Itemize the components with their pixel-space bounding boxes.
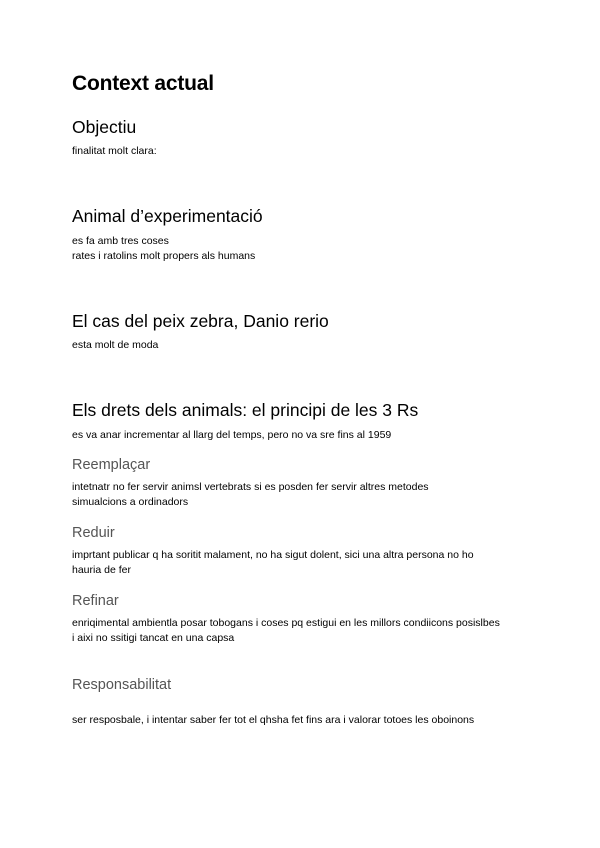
section-text-animal-experimentacio: es fa amb tres coses rates i ratolins molt propers als humans bbox=[72, 235, 256, 262]
subsection-text-reduir: imprtant publicar q ha soritit malament, no ha sigut dolent, sici una altra persona no ho hauria de fer bbox=[72, 549, 474, 576]
section-heading-drets-animals: Els drets dels animals: el principi de les 3 Rs bbox=[72, 400, 419, 420]
section-heading-peix-zebra: El cas del peix zebra, Danio rerio bbox=[72, 311, 329, 331]
subsection-heading-responsabilitat: Responsabilitat bbox=[72, 677, 172, 693]
section-text-peix-zebra: esta molt de moda bbox=[72, 339, 159, 351]
section-text-objectiu: finalitat molt clara: bbox=[72, 145, 157, 157]
section-text-drets-animals: es va anar incrementar al llarg del temps, pero no va sre fins al 1959 bbox=[72, 429, 392, 441]
section-heading-objectiu: Objectiu bbox=[72, 117, 137, 137]
subsection-heading-reemplacar: Reemplaçar bbox=[72, 457, 151, 473]
page-title: Context actual bbox=[72, 72, 214, 95]
subsection-heading-refinar: Refinar bbox=[72, 593, 119, 609]
subsection-heading-reduir: Reduir bbox=[72, 525, 115, 541]
subsection-text-reemplacar: intetnatr no fer servir animsl vertebrats si es posden fer servir altres metodes simualcions a ordinadors bbox=[72, 481, 429, 508]
section-heading-animal-experimentacio: Animal d’experimentació bbox=[72, 206, 263, 226]
subsection-text-refinar: enriqimental ambientla posar tobogans i coses pq estigui en les millors condiicons posislbes i aixi no ssitigi tancat en una capsa bbox=[72, 617, 500, 644]
subsection-text-responsabilitat: ser resposbale, i intentar saber fer tot el qhsha fet fins ara i valorar totoes les oboinons bbox=[72, 714, 475, 726]
